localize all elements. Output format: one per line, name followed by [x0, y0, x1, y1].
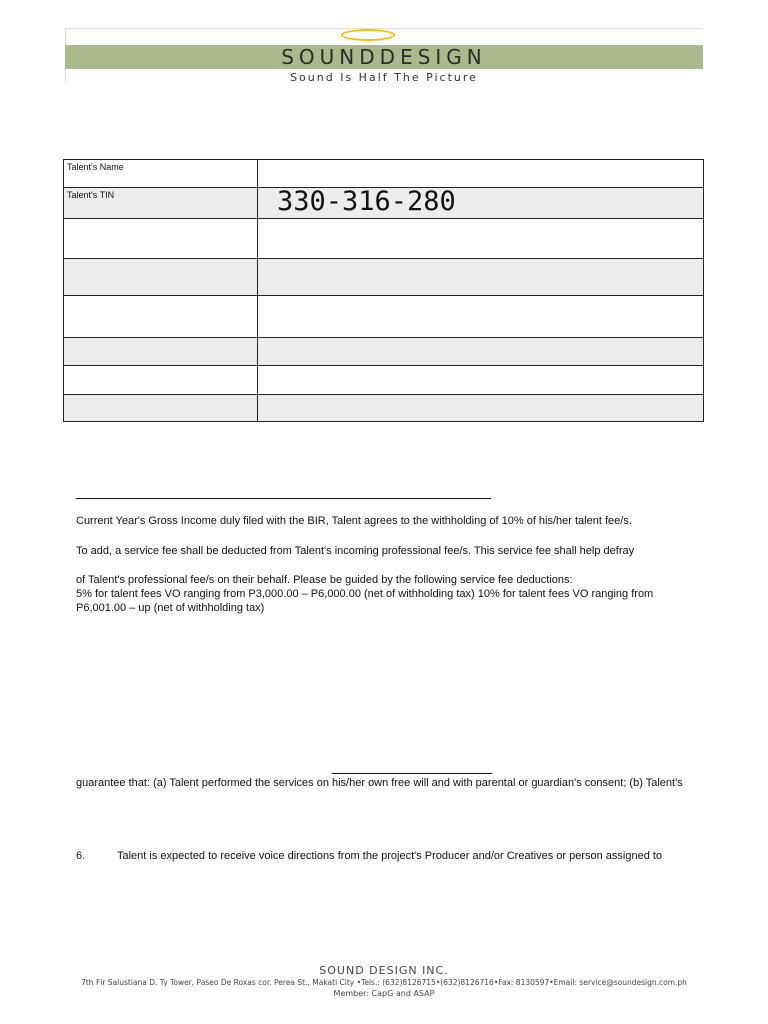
table-row [64, 160, 704, 188]
table-row [64, 259, 704, 296]
table-row [64, 296, 704, 338]
table-cell-value [258, 188, 704, 219]
table-cell-value [258, 160, 704, 188]
paragraph-fee-deductions-2: 5% for talent fees VO ranging from P3,000.00 – P6,000.00 (net of withholding tax) 10% for talent fees VO ranging from [76, 588, 654, 600]
footer-member: Member: CapG and ASAP [333, 989, 435, 998]
footer-address: 7th Flr Salustiana D. Ty Tower, Paseo De Roxas cor. Perea St., Makati City •Tels.: (632)8126715•(632)8126716•Fax: 8130597•Email: service@soundesign.com.ph [81, 978, 687, 987]
table-cell-value [258, 395, 704, 422]
paragraph-fee-deductions-1: of Talent's professional fee/s on their behalf. Please be guided by the following service fee deductions: [76, 574, 573, 586]
table-cell-label: Talent's TIN [64, 188, 258, 219]
short-signature-line [332, 773, 492, 774]
table-cell-label [64, 259, 258, 296]
table-cell-label [64, 219, 258, 259]
paragraph-withholding: Current Year's Gross Income duly filed with the BIR, Talent agrees to the withholding of 10% of his/her talent fee/s. [76, 515, 632, 527]
table-row [64, 219, 704, 259]
talent-tin-value: 330-316-280 [277, 186, 456, 217]
brand-logo-text: SOUNDDESIGN [281, 45, 487, 69]
table-cell-label [64, 395, 258, 422]
table-cell-label: Talent's Name [64, 160, 258, 188]
header-top-rule [65, 28, 703, 29]
paragraph-guarantee: guarantee that: (a) Talent performed the services on his/her own free will and with parental or guardian's consent; (b) Talent's [76, 777, 683, 789]
signature-line [76, 498, 491, 499]
item-6-number: 6. [76, 850, 86, 862]
table-cell-value [258, 366, 704, 395]
table-cell-value [258, 296, 704, 338]
table-row [64, 338, 704, 366]
halo-logo-icon [341, 29, 395, 41]
paragraph-service-fee: To add, a service fee shall be deducted from Talent's incoming professional fee/s. This service fee shall help defray [76, 545, 635, 557]
footer-company-name: SOUND DESIGN INC. [319, 964, 449, 977]
table-cell-label [64, 296, 258, 338]
table-cell-value [258, 259, 704, 296]
table-cell-label [64, 366, 258, 395]
table-row [64, 366, 704, 395]
table-cell-value [258, 219, 704, 259]
table-cell-value [258, 338, 704, 366]
brand-tagline: Sound Is Half The Picture [290, 71, 478, 84]
item-6-text: Talent is expected to receive voice directions from the project's Producer and/or Creatives or person assigned to [117, 850, 663, 862]
talent-info-table [63, 159, 704, 422]
table-row [64, 395, 704, 422]
table-row [64, 188, 704, 219]
table-cell-label [64, 338, 258, 366]
paragraph-fee-deductions-3: P6,001.00 – up (net of withholding tax) [76, 602, 265, 614]
